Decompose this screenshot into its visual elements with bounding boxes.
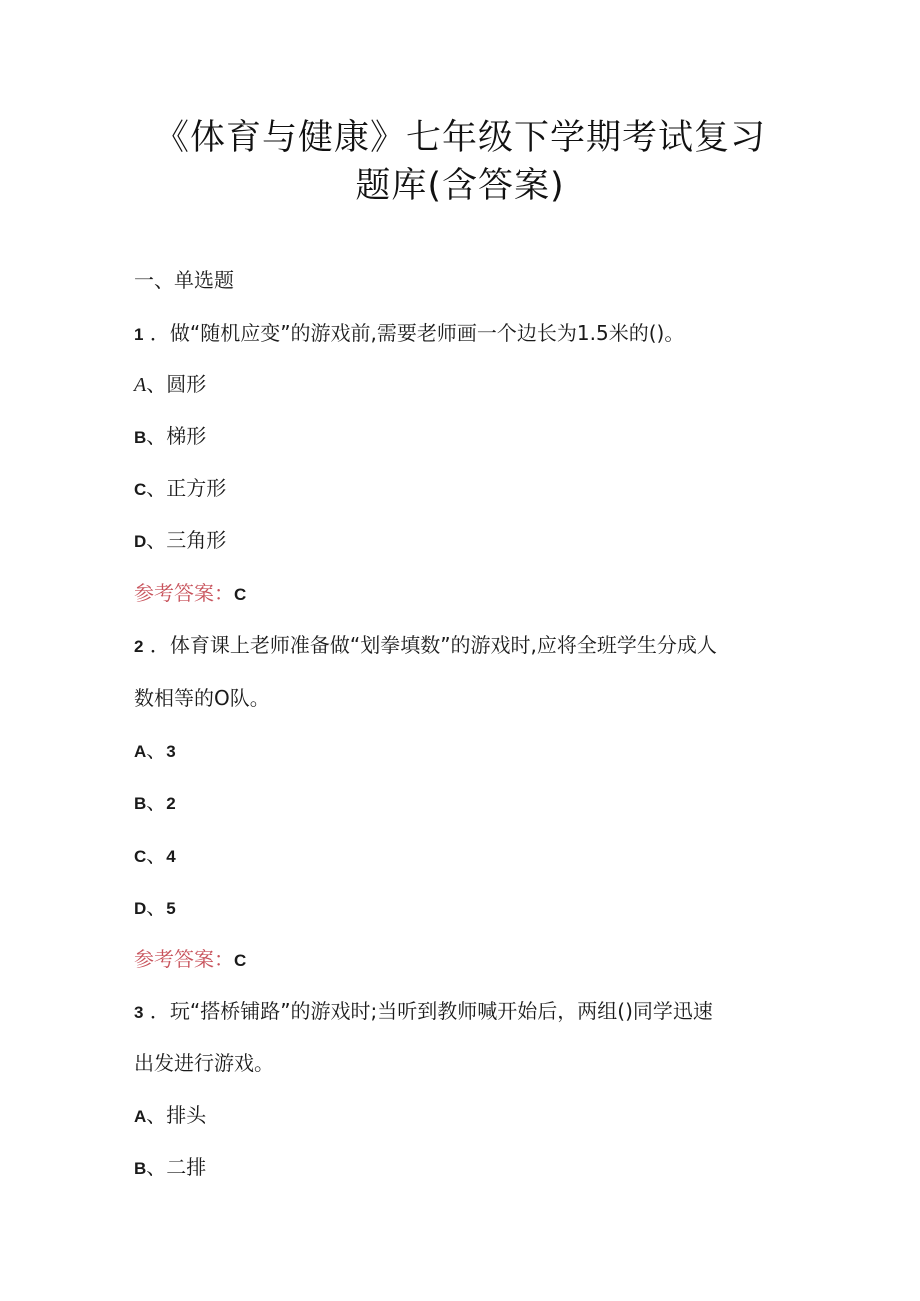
question-2-stem-continued: 数相等的O队。: [134, 686, 270, 710]
option-separator: 、: [146, 1103, 167, 1127]
question-3-option-a: [134, 1102, 206, 1130]
option-separator: 、: [146, 424, 167, 448]
option-separator: 、: [146, 895, 167, 919]
option-marker: B: [134, 794, 147, 813]
question-1-option-d: [134, 527, 226, 555]
option-text: 2: [166, 794, 176, 813]
option-separator: 、: [146, 476, 167, 500]
question-text: ．玩“搭桥铺路”的游戏时;当听到教师喊开始后，两组()同学迅速: [149, 999, 713, 1023]
option-separator: 、: [146, 372, 167, 396]
option-marker: A: [134, 1107, 147, 1126]
option-separator: 、: [146, 843, 167, 867]
question-number: 2: [134, 637, 144, 656]
option-marker: C: [134, 847, 147, 866]
option-text: 正方形: [166, 476, 227, 500]
question-2-stem: [134, 632, 717, 660]
question-2-option-c: [134, 842, 176, 870]
option-marker: A: [134, 374, 147, 396]
question-2-option-a: [134, 737, 176, 765]
option-marker: B: [134, 428, 147, 447]
option-marker: D: [134, 899, 147, 918]
option-text: 5: [166, 899, 176, 918]
question-3-stem: [134, 998, 713, 1026]
question-text: ．体育课上老师准备做“划拳填数”的游戏时,应将全班学生分成人: [149, 633, 717, 657]
option-marker: D: [134, 532, 147, 551]
answer-value: C: [234, 951, 247, 970]
question-3-option-b: [134, 1154, 206, 1182]
question-2-option-b: [134, 789, 176, 817]
question-3-stem-continued: 出发进行游戏。: [134, 1051, 274, 1075]
option-text: 梯形: [166, 424, 207, 448]
question-2-option-d: [134, 894, 176, 922]
question-text: ．做“随机应变”的游戏前,需要老师画一个边长为1.5米的()。: [149, 321, 685, 345]
question-1-answer: [134, 580, 246, 608]
option-text: 二排: [166, 1155, 207, 1179]
option-text: 排头: [166, 1103, 207, 1127]
option-separator: 、: [146, 1155, 167, 1179]
question-number: 3: [134, 1003, 144, 1022]
section-heading: 一、单选题: [134, 268, 234, 292]
document-title-line-1: 《体育与健康》七年级下学期考试复习: [153, 118, 766, 158]
option-marker: B: [134, 1159, 147, 1178]
answer-label: 参考答案：: [134, 581, 234, 605]
question-1-stem: [134, 320, 684, 348]
option-text: 3: [166, 742, 176, 761]
question-1-option-c: [134, 475, 226, 503]
question-1-option-a: [134, 371, 206, 398]
option-text: 圆形: [166, 372, 207, 396]
answer-label: 参考答案：: [134, 947, 234, 971]
answer-value: C: [234, 585, 247, 604]
question-2-answer: [134, 946, 246, 974]
option-separator: 、: [146, 738, 167, 762]
option-marker: C: [134, 480, 147, 499]
question-number: 1: [134, 325, 144, 344]
question-1-option-b: [134, 423, 206, 451]
option-text: 三角形: [166, 528, 227, 552]
option-text: 4: [166, 847, 176, 866]
option-separator: 、: [146, 790, 167, 814]
option-marker: A: [134, 742, 147, 761]
document-title-line-2: 题库(含答案): [355, 166, 565, 206]
option-separator: 、: [146, 528, 167, 552]
